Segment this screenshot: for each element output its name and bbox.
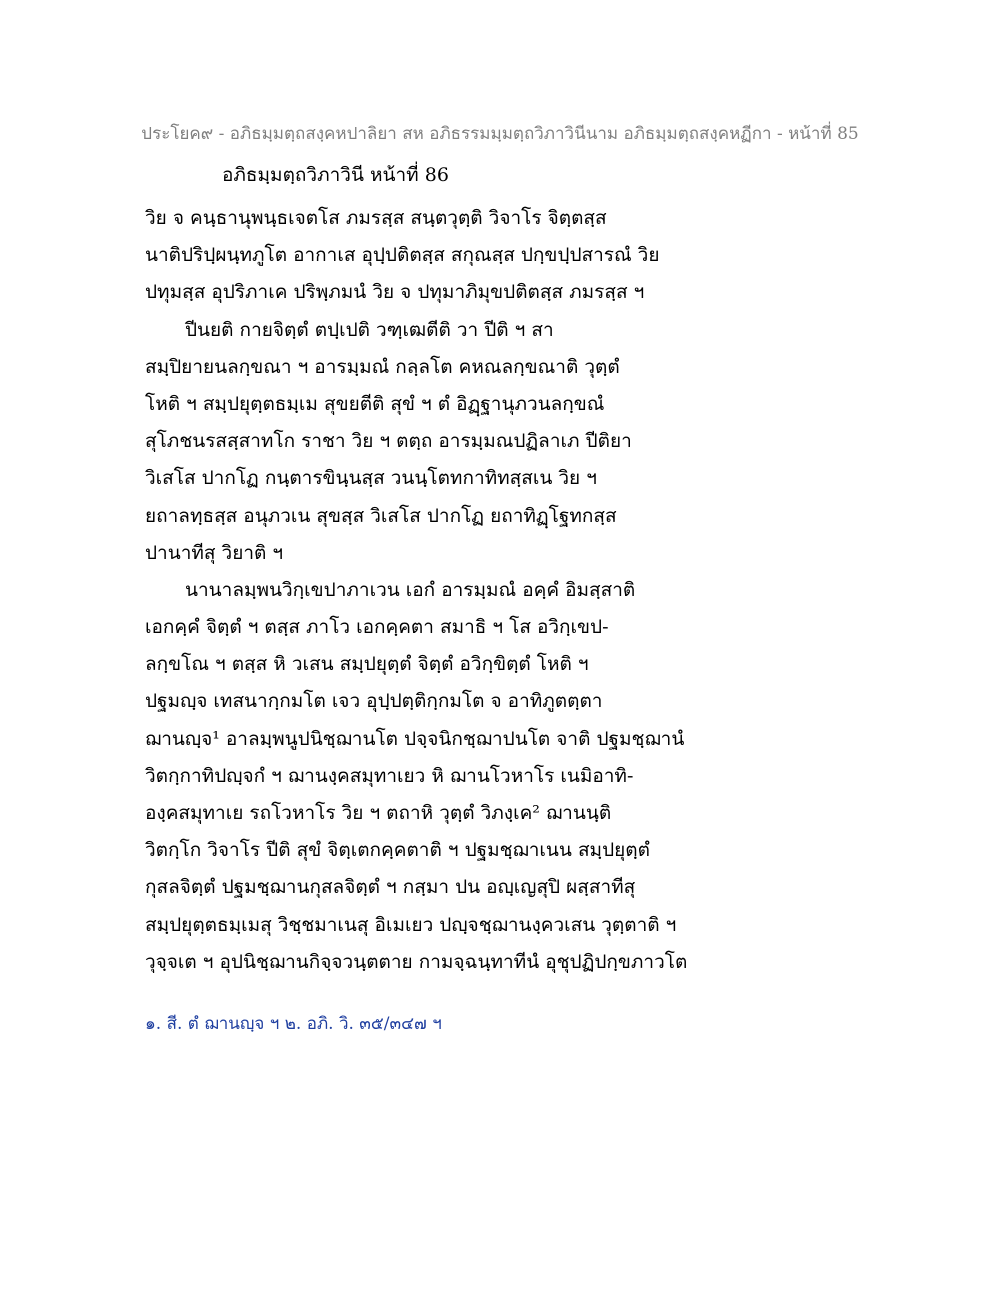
text-line: วิย จ คนฺธานุพนฺธเจตโส ภมรสฺส สนฺตวุตฺติ วิจาโร จิตฺตสฺส: [145, 207, 607, 229]
running-header: ประโยค๙ - อภิธมฺมตฺถสงฺคหปาลิยา สห อภิธรรมมฺมตฺถวิภาวินีนาม อภิธมฺมตฺถสงฺคหฏีกา - หน้าที่ 85: [141, 124, 859, 144]
text-line: วิตกฺโก วิจาโร ปีติ สุขํ จิตฺเตกคฺคตาติ ฯ ปฐมชฺฌาเนน สมฺปยุตฺตํ: [145, 839, 650, 862]
text-line: โหติ ฯ สมฺปยุตฺตธมฺเม สุขยตีติ สุขํ ฯ ตํ อิฏฺฐานุภวนลกฺขณํ: [145, 392, 605, 415]
page-subtitle: อภิธมฺมตฺถวิภาวินี หน้าที่ 86: [222, 164, 449, 186]
text-line: เอกคฺคํ จิตฺตํ ฯ ตสฺส ภาโว เอกคฺคตา สมาธิ ฯ โส อวิกฺเขป-: [145, 616, 609, 639]
text-line: วุจฺจเต ฯ อุปนิชฺฌานกิจฺจวนฺตตาย กามจฺฉนฺทาทีนํ อุชุปฏิปกฺขภาวโต: [145, 950, 688, 973]
text-line: ลกฺขโณ ฯ ตสฺส หิ วเสน สมฺปยุตฺตํ จิตฺตํ อวิกฺขิตฺตํ โหติ ฯ: [145, 653, 589, 676]
text-line: สมฺปยุตฺตธมฺเมสุ วิชฺชมาเนสุ อิเมเยว ปญฺจชฺฌานงฺควเสน วุตฺตาติ ฯ: [145, 913, 677, 936]
paragraph-start-line: ปีนยติ กายจิตฺตํ ตปฺเปติ วฑฺเฒตีติ วา ปีติ ฯ สา: [185, 318, 554, 341]
text-line: ยถาลทฺธสฺส อนุภวเน สุขสฺส วิเสโส ปากโฏ ยถาทิฏฺโฐทกสฺส: [145, 504, 617, 527]
text-line: กุสลจิตฺตํ ปฐมชฺฌานกุสลจิตฺตํ ฯ กสฺมา ปน อญฺเญสุปิ ผสฺสาทีสุ: [145, 876, 636, 899]
footnotes: ๑. สี. ตํ ฌานญฺจ ฯ ๒. อภิ. วิ. ๓๕/๓๔๗ ฯ: [145, 1014, 442, 1034]
text-line: สุโภชนรสสฺสาทโก ราชา วิย ฯ ตตฺถ อารมฺมณปฏิลาเภ ปีติยา: [145, 430, 632, 453]
text-line: สมฺปิยายนลกฺขณา ฯ อารมฺมณํ กลฺลโต คหณลกฺขณาติ วุตฺตํ: [145, 355, 620, 378]
text-line: ปทุมสฺส อุปริภาเค ปริพฺภมนํ วิย จ ปทุมาภิมุขปติตสฺส ภมรสฺส ฯ: [145, 281, 645, 304]
text-line: วิเสโส ปากโฏ กนฺตารขินฺนสฺส วนนฺโตทกาทิทสฺสเน วิย ฯ: [145, 467, 597, 490]
text-line: ฌานญฺจ¹ อาลมฺพนูปนิชฺฌานโต ปจฺจนิกชฺฌาปนโต จาติ ปฐมชฺฌานํ: [145, 727, 685, 750]
text-line: ปฐมญฺจ เทสนากฺกมโต เจว อุปฺปตฺติกฺกมโต จ อาทิภูตตฺตา: [145, 690, 603, 713]
text-line: นาติปริปฺผนฺทภูโต อากาเส อุปฺปติตสฺส สกุณสฺส ปกฺขปฺปสารณํ วิย: [145, 244, 660, 267]
paragraph-start-line: นานาลมฺพนวิกฺเขปาภาเวน เอกํ อารมฺมณํ อคฺคํ อิมสฺสาติ: [185, 578, 636, 601]
text-line: องฺคสมุทาเย รถโวหาโร วิย ฯ ตถาหิ วุตฺตํ วิภงฺเค² ฌานนฺติ: [145, 802, 612, 824]
text-line: ปานาทีสุ วิยาติ ฯ: [145, 541, 284, 564]
body-text: [145, 200, 885, 981]
text-line: วิตกฺกาทิปญฺจกํ ฯ ฌานงฺคสมุทาเยว หิ ฌานโวหาโร เนมิอาทิ-: [145, 764, 634, 787]
